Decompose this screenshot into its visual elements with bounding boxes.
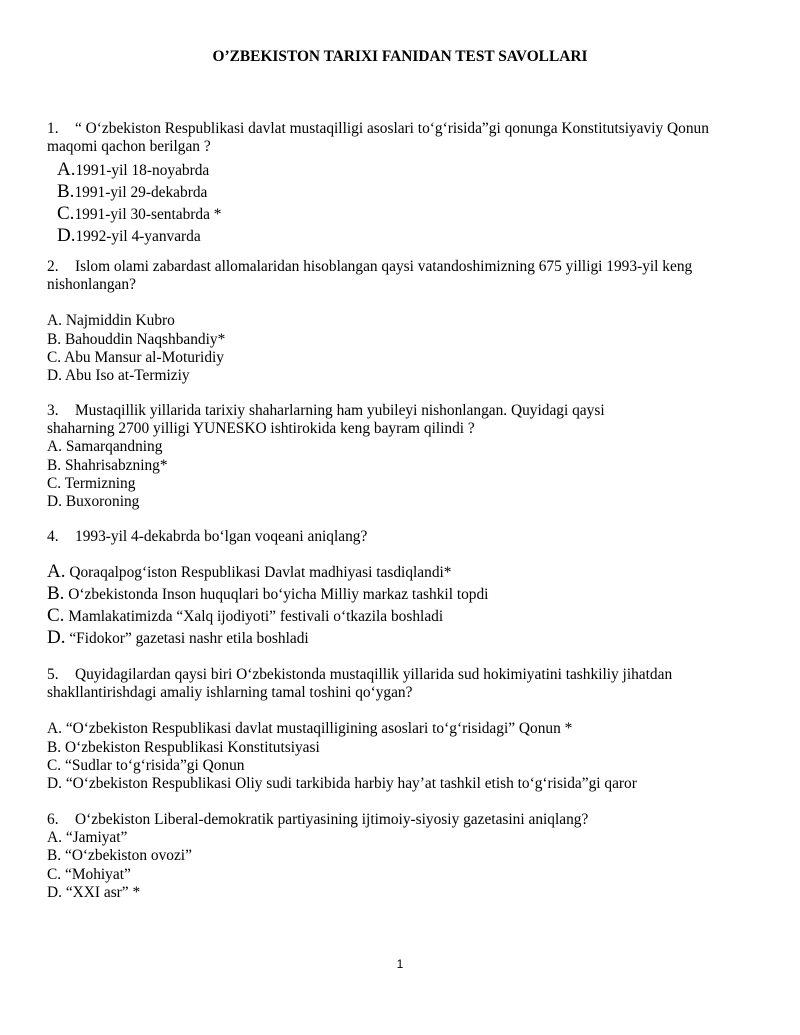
answer-options [47,438,757,511]
page-title: O’ZBEKISTON TARIXI FANIDAN TEST SAVOLLARI [212,48,588,65]
question-body: Quyidagilardan qaysi biri O‘zbekistonda mustaqillik yillarida sud hokimiyatini tashkiliy jihatdan shakllantirishdagi amaliy ishlarning tamal toshini qo‘ygan? [47,666,673,702]
option-text: “Fidokor” gazetasi nashr etila boshladi [69,629,309,647]
question-4 [47,528,757,649]
option-letter: D. [47,367,62,385]
answer-options [57,160,757,247]
option-letter: A. [47,438,62,456]
option-c[interactable] [47,349,757,367]
option-letter: C. [57,203,75,224]
option-text: Shahrisabzning* [64,456,168,474]
question-number: 6. [47,811,59,828]
option-letter: A. [47,312,62,330]
option-letter: D. [47,883,62,901]
option-d[interactable] [47,367,757,385]
option-letter: D. [57,224,76,246]
option-letter: B. [47,583,65,604]
option-text: Abu Iso at-Termiziy [64,367,190,385]
option-text: 1991-yil 29-dekabrda [74,184,208,202]
question-6-text [47,811,757,829]
option-d[interactable] [47,775,757,793]
option-d[interactable] [57,226,757,248]
option-text: Buxoroning [65,493,140,511]
question-5 [47,666,757,793]
answer-options [47,562,757,649]
question-number: 4. [47,528,59,545]
option-c[interactable] [47,475,757,493]
option-text: Samarqandning [65,438,163,456]
option-a[interactable] [47,829,757,847]
option-text: Abu Mansur al-Moturidiy [64,348,224,366]
option-a[interactable] [47,562,757,584]
option-text: “O‘zbekiston Respublikasi davlat mustaqilligining asoslari to‘g‘risidagi” Qonun * [65,720,573,738]
answer-options [47,829,757,902]
option-c[interactable] [57,204,757,226]
option-letter: A. [47,720,62,738]
question-1-text [47,120,757,156]
option-b[interactable] [57,182,757,204]
question-5-text [47,666,757,702]
option-letter: C. [47,756,62,774]
option-letter: C. [47,348,62,366]
option-b[interactable] [47,584,757,606]
option-b[interactable] [47,739,757,757]
option-text: 1992-yil 4-yanvarda [75,227,201,245]
question-2 [47,258,757,385]
option-letter: D. [47,626,66,648]
option-text: Qoraqalpog‘iston Respublikasi Davlat madhiyasi tasdiqlandi* [69,564,452,582]
question-number: 1. [47,120,59,137]
option-letter: B. [57,181,75,203]
option-c[interactable] [47,757,757,775]
question-1 [47,120,757,248]
option-a[interactable] [47,312,757,330]
option-letter: D. [47,775,62,793]
option-d[interactable] [47,493,757,511]
option-letter: A. [47,561,66,583]
question-number: 5. [47,666,59,683]
question-body: Mustaqillik yillarida tarixiy shaharlarning ham yubileyi nishonlangan. Quyidagi qaysi [75,402,605,419]
option-d[interactable] [47,628,757,650]
option-letter: B. [47,330,62,348]
option-text: 1991-yil 30-sentabrda * [74,206,222,223]
option-text: “O‘zbekiston Respublikasi Oliy sudi tarkibida harbiy hay’at tashkil etish to‘g‘risida”gi qaror [65,775,637,793]
option-text: O‘zbekiston Respublikasi Konstitutsiyasi [64,738,320,756]
option-b[interactable] [47,331,757,349]
option-c[interactable] [47,866,757,884]
option-b[interactable] [47,457,757,475]
option-letter: B. [47,847,62,865]
question-body: O‘zbekiston Liberal-demokratik partiyasining ijtimoiy-siyosiy gazetasini aniqlang? [75,811,589,828]
option-letter: C. [47,865,62,883]
option-text: Bahouddin Naqshbandiy* [64,330,226,348]
option-a[interactable] [47,720,757,738]
page-number: 1 [396,957,404,971]
question-body: Islom olami zabardast allomalaridan hisoblangan qaysi vatandoshimizning 675 yilligi 1993-yil keng nishonlangan? [47,258,693,294]
option-d[interactable] [47,884,757,902]
option-text: O‘zbekistonda Inson huquqlari bo‘yicha Milliy markaz tashkil topdi [68,586,489,603]
option-letter: B. [47,738,62,756]
option-c[interactable] [47,606,757,628]
option-letter: D. [47,493,62,511]
question-6 [47,811,757,902]
option-letter: A. [47,829,62,847]
question-2-text [47,258,757,294]
option-letter: C. [47,604,65,626]
question-4-text [47,528,757,546]
option-text: Termizning [64,474,136,492]
option-text: “Jamiyat” [65,829,128,847]
option-a[interactable] [57,160,757,182]
option-text: 1991-yil 18-noyabrda [75,162,210,180]
question-3 [47,402,757,511]
option-text: Mamlakatimizda “Xalq ijodiyoti” festivali o‘tkazila boshladi [68,607,444,625]
question-3-text [47,402,757,438]
answer-options [47,720,757,793]
option-b[interactable] [47,847,757,865]
option-letter: B. [47,456,62,474]
option-text: “XXI asr” * [65,883,141,901]
question-number: 3. [47,402,59,419]
option-a[interactable] [47,438,757,456]
option-letter: A. [57,159,76,181]
option-text: “Mohiyat” [64,865,131,883]
question-number: 2. [47,258,59,275]
option-letter: C. [47,474,62,492]
option-text: “Sudlar to‘g‘risida”gi Qonun [64,756,245,774]
option-text: Najmiddin Kubro [65,312,175,330]
question-body-continued: shaharning 2700 yilligi YUNESKO ishtirokida keng bayram qilindi ? [47,420,475,438]
option-text: “O‘zbekiston ovozi” [64,847,192,865]
question-body: 1993-yil 4-dekabrda bo‘lgan voqeani aniqlang? [75,528,368,545]
question-body: “ O‘zbekiston Respublikasi davlat mustaqilligi asoslari to‘g‘risida”gi qonunga Konstitutsiyaviy Qonun maqomi qachon berilgan ? [47,120,709,156]
answer-options [47,312,757,385]
